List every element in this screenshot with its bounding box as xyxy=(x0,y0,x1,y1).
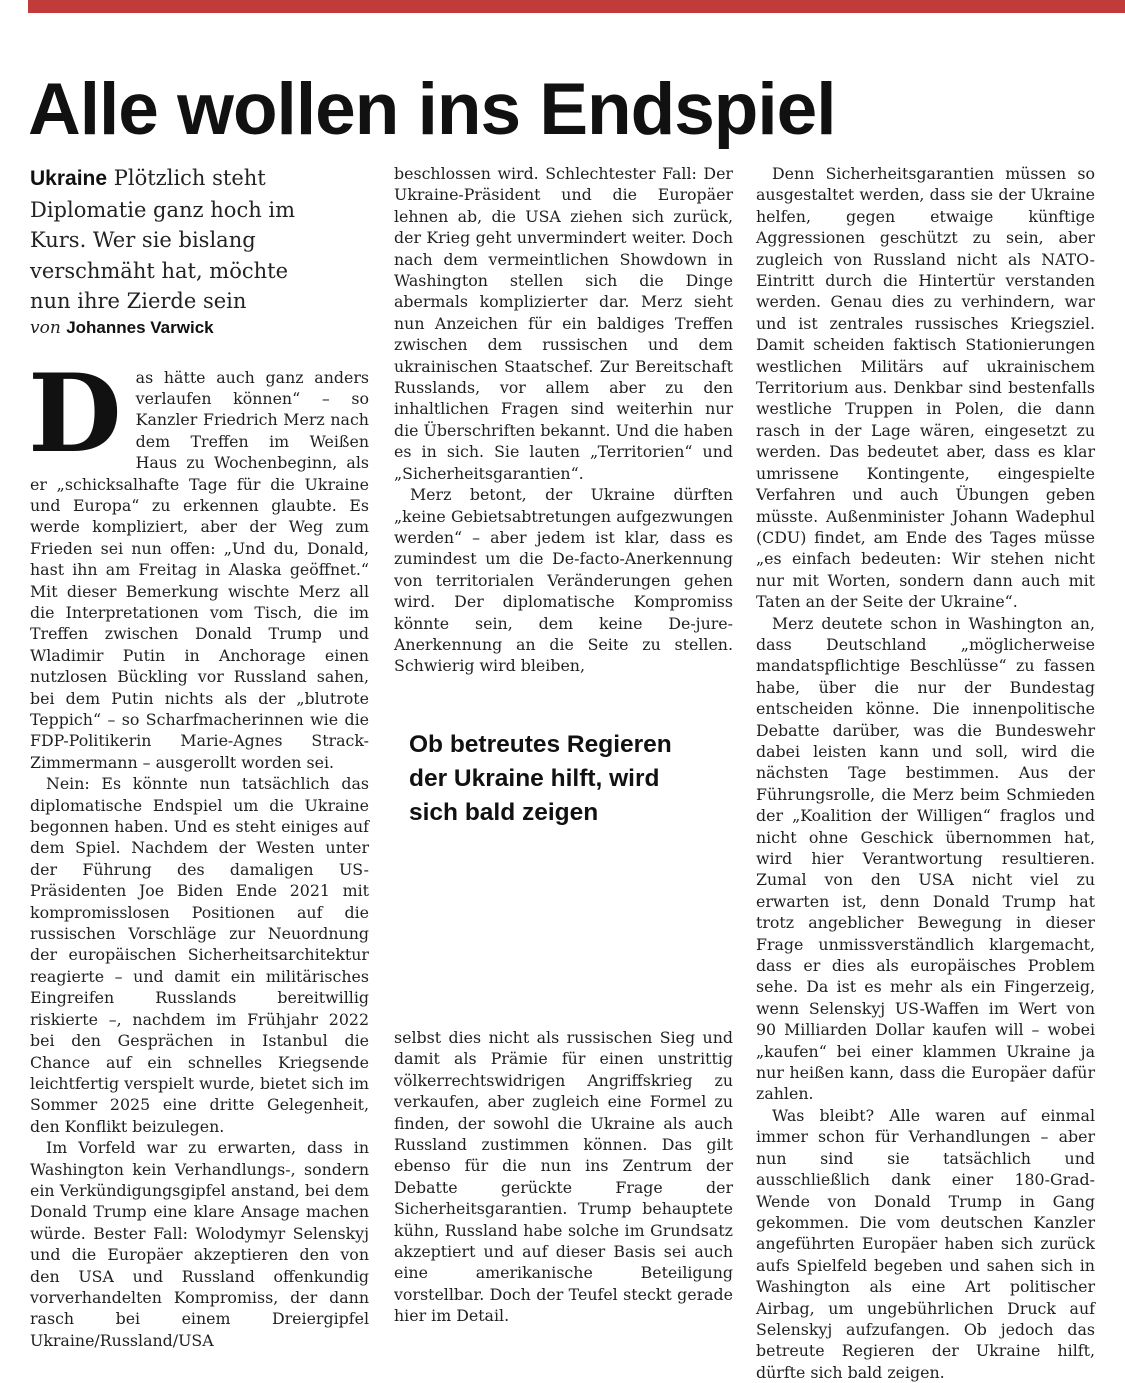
accent-bar xyxy=(28,0,1125,13)
headline: Alle wollen ins Endspiel xyxy=(28,69,836,150)
lede-paragraph xyxy=(28,350,369,774)
pull-quote: Ob betreutes Regieren der Ukraine hilft, wird sich bald zeigen xyxy=(409,731,672,826)
column-3 xyxy=(756,163,1095,1383)
column-2 xyxy=(394,163,733,677)
paragraph: Im Vorfeld war zu erwarten, dass in Washington kein Verhandlungs-, sondern ein Verkündigungsgipfel anstand, bei dem Donald Trump eine klare Ansage machen würde. Bester Fall: Wolodymyr Selenskyj und die Europäer akzeptieren den von den USA und Russland offenkundig vorverhandelten Kompromiss, der dann rasch bei einem Dreiergipfel Ukraine/Russland/USA xyxy=(30,1138,369,1350)
column-1 xyxy=(30,163,369,1351)
lede-text: as hätte auch ganz anders verlaufen können“ – so Kanzler Friedrich Merz nach dem Treffen im Weißen Haus zu Wochenbeginn, als er „schicksalhafte Tage für die Ukraine und Europa“ zu erkennen glaubte. Es werde kompliziert, aber der Weg zum Frieden sei nun offen: „Und du, Donald, hast ihn am Freitag in Alaska geöffnet.“ Mit dieser Bemerkung wischte Merz all die Interpretationen vom Tisch, die im Treffen zwischen Donald Trump und Wladimir Putin in Anchorage einen nutzlosen Bückling vor Russland sahen, bei dem Putin nichts als der „blutrote Teppich“ – so Scharfmacherinnen wie die FDP-Politikerin Marie-Agnes Strack-Zimmermann – ausgerollt worden sei. xyxy=(30,367,369,772)
byline-author: Johannes Varwick xyxy=(66,317,214,337)
column-2-continued xyxy=(394,1027,733,1327)
teaser-text: Plötzlich steht Diplomatie ganz hoch im Kurs. Wer sie bislang verschmäht hat, möchte nun ihre Zierde sein xyxy=(30,166,296,313)
paragraph: Merz deutete schon in Washington an, dass Deutschland „möglicherweise mandatspflichtige Beschlüsse“ zu fassen habe, über die nur der Bundestag entscheiden könne. Die innenpolitische Debatte darüber, was die Bundeswehr dabei leisten kann und soll, wird die nächsten Tage bestimmen. Aus der Führungsrolle, die Merz beim Schmieden der „Koalition der Willigen“ fraglos und nicht ohne Geschick übernommen hat, wird hier Verantwortung resultieren. Zumal von den USA nicht viel zu erwarten ist, denn Donald Trump hat trotz angeblicher Bewegung in dieser Frage unmissverständlich klargemacht, dass er dies als europäisches Problem sehe. Da ist es mehr als ein Fingerzeig, wenn Selenskyj US-Waffen im Wert von 90 Milliarden Dollar kaufen will – wobei „kaufen“ bei einer klammen Ukraine ja nur heißen kann, dass die Europäer dafür zahlen. xyxy=(756,613,1095,1104)
byline xyxy=(30,317,369,339)
teaser-kicker: Ukraine xyxy=(30,167,108,190)
paragraph: selbst dies nicht als russischen Sieg und damit als Prämie für einen unstrittig völkerrechtswidrigen Angriffskrieg zu verkaufen, aber zugleich eine Formel zu finden, der sowohl die Ukraine als auch Russland zustimmen können. Das gilt ebenso für die nun ins Zentrum der Debatte gerückte Frage der Sicherheitsgarantien. Trump behauptete kühn, Russland habe solche im Grundsatz akzeptiert und auf dieser Basis sei auch eine amerikanische Beteiligung vorstellbar. Doch der Teufel steckt gerade hier im Detail. xyxy=(394,1028,733,1326)
paragraph: beschlossen wird. Schlechtester Fall: Der Ukraine-Präsident und die Europäer lehnen ab, die USA ziehen sich zurück, der Krieg geht unvermindert weiter. Doch nach dem vermeintlichen Showdown in Washington stellen sich die Dinge abermals komplizierter dar. Merz sieht nun Anzeichen für ein baldiges Treffen zwischen dem russischen und dem ukrainischen Staatschef. Zur Bereitschaft Russlands, vor allem aber zu den inhaltlichen Fragen sind weiterhin nur die Überschriften bekannt. Und die haben es in sich. Sie lauten „Territorien“ und „Sicherheitsgarantien“. xyxy=(394,164,733,483)
byline-prefix: von xyxy=(30,317,61,338)
drop-cap: D xyxy=(28,350,122,477)
paragraph: Nein: Es könnte nun tatsächlich das diplomatische Endspiel um die Ukraine begonnen haben. Und es steht einiges auf dem Spiel. Nachdem der Westen unter der Führung des damaligen US-Präsidenten Joe Biden Ende 2021 mit kompromisslosen Positionen auf die russischen Vorschläge zur Neuordnung der europäischen Sicherheitsarchitektur reagierte – und damit ein militärisches Eingreifen Russlands bereitwillig riskierte –, nachdem im Frühjahr 2022 bei den Gesprächen in Istanbul die Chance auf ein schnelles Kriegsende leichtfertig verspielt wurde, bietet sich im Sommer 2025 eine dritte Gelegenheit, den Konflikt beizulegen. xyxy=(30,774,369,1136)
paragraph: Denn Sicherheitsgarantien müssen so ausgestaltet werden, dass sie der Ukraine helfen, gegen etwaige künftige Aggressionen geschützt zu sein, aber zugleich von Russland nicht als NATO-Eintritt durch die Hintertür verstanden werden. Genau dies zu verhindern, war und ist zentrales russisches Kriegsziel. Damit scheiden faktisch Stationierungen westlichen Militärs auf ukrainischem Territorium aus. Denkbar sind bestenfalls westliche Truppen in Polen, die dann rasch in der Lage wären, eingesetzt zu werden. Das bedeutet aber, dass es klar umrissene Kontingente, eingespielte Verfahren und auch Übungen geben müsste. Außenminister Johann Wadephul (CDU) findet, am Ende des Tages müsse „es einfach bedeuten: Wir stehen nicht nur mit Worten, sondern dann auch mit Taten an der Seite der Ukraine“. xyxy=(756,164,1095,612)
paragraph: Merz betont, der Ukraine dürften „keine Gebietsabtretungen aufgezwungen werden“ – aber jedem ist klar, dass es zumindest um die De-facto-Anerkennung von territorialen Veränderungen gehen wird. Der diplomatische Kompromiss könnte sein, dem keine De-jure-Anerkennung an die Seite zu stellen. Schwierig wird bleiben, xyxy=(394,485,733,676)
paragraph: Was bleibt? Alle waren auf einmal immer schon für Verhandlungen – aber nun sind sie tatsächlich und ausschließlich dank einer 180-Grad-Wende von Donald Trump in Gang gekommen. Die vom deutschen Kanzler angeführten Europäer haben sich zurück aufs Spielfeld begeben und sahen sich in Washington als eine Art politischer Airbag, um ungebührlichen Druck auf Selenskyj aufzufangen. Ob jedoch das betreute Regieren der Ukraine hilft, dürfte sich bald zeigen. xyxy=(756,1105,1095,1382)
teaser xyxy=(30,163,330,317)
